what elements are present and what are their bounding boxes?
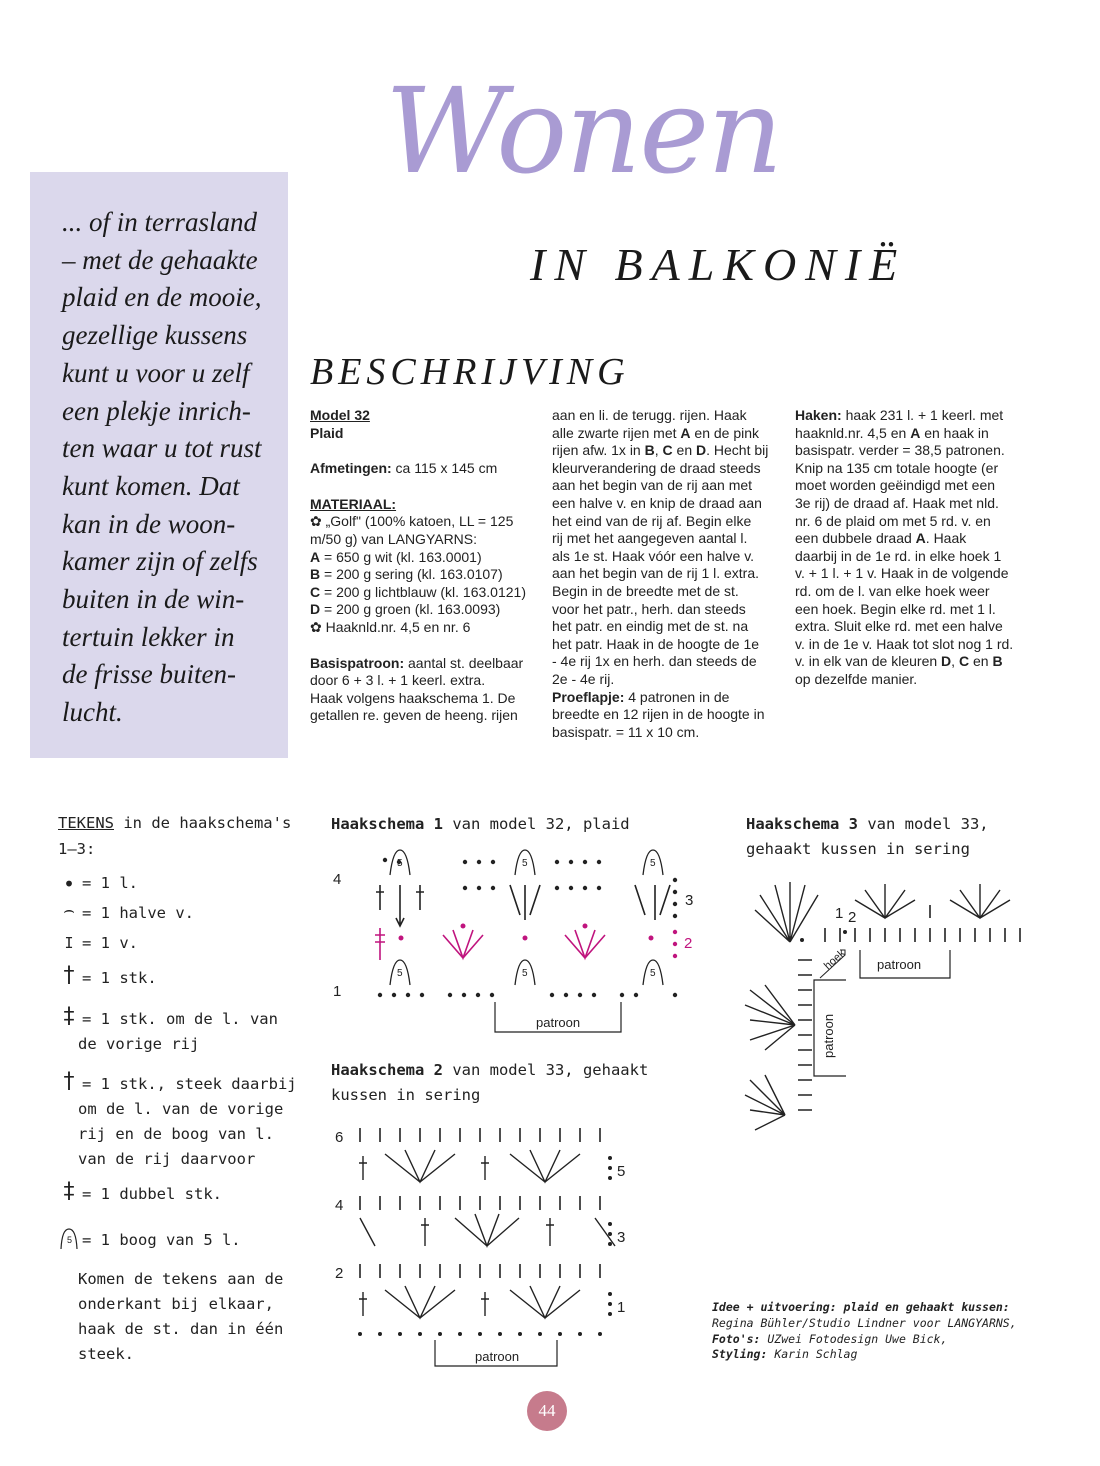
- dimensions-label: Afmetingen:: [310, 460, 392, 477]
- legend-note: Komen de tekens aan de: [78, 1270, 284, 1288]
- quote-line: buiten in de win-: [62, 584, 245, 615]
- row-label: 1: [835, 905, 844, 922]
- quote-line: kunt komen. Dat: [62, 470, 240, 501]
- col2-line: 2e - 4e rij.: [552, 670, 615, 687]
- basis-line: Haak volgens haakschema 1. De: [310, 689, 516, 706]
- pattern-label: patroon: [475, 1349, 520, 1364]
- color-key: A: [310, 548, 321, 565]
- fan-stitches: [359, 1150, 615, 1318]
- col3-line: extra. Sluit elke rd. met een halve: [795, 618, 1003, 635]
- single-crochet-symbol-icon: I: [64, 934, 74, 952]
- svg-text:5: 5: [522, 968, 528, 979]
- pattern-label: patroon: [536, 1015, 581, 1030]
- quote-line: kamer zijn of zelfs: [62, 546, 258, 577]
- color-text: = 200 g groen (kl. 163.0093): [320, 601, 501, 618]
- schema-1-title: Haakschema 1 van model 32, plaid: [331, 815, 630, 833]
- crochet-chart-3: [740, 870, 1040, 1160]
- schema-2-title: Haakschema 2 van model 33, gehaakt kussen in sering: [331, 1061, 649, 1104]
- row-label: 1: [333, 983, 342, 1000]
- col2-line: aan het begin van de rij 1 l. extra.: [552, 565, 760, 582]
- col3-line: daarbij in de 1e rd. in elke hoek 1: [795, 547, 1002, 564]
- credits-line: Regina Bühler/Studio Lindner voor LANGYARNS,: [712, 1315, 1017, 1330]
- col3-line: een dubbele draad A. Haak: [795, 530, 967, 547]
- col2-line: rij met het aangegeven aantal l.: [552, 530, 748, 547]
- quote-line: de frisse buiten-: [62, 659, 236, 690]
- pattern-label: patroon: [821, 1013, 836, 1058]
- color-text: = 200 g lichtblauw (kl. 163.0121): [320, 583, 526, 600]
- legend-note: haak de st. dan in één: [78, 1320, 284, 1338]
- col2-line: rijen afw. 1x in B, C en D. Hecht bij: [552, 442, 769, 459]
- color-key: D: [310, 601, 321, 618]
- col2-line: aan het begin van de rij aan met: [552, 477, 753, 494]
- col3-line: moet worden geëindigd met een: [795, 477, 996, 494]
- col3-line: nr. 6 de plaid om met 5 rd. v. en: [795, 512, 991, 529]
- crochet-chart-1: [325, 840, 705, 1040]
- svg-text:5: 5: [650, 968, 656, 979]
- col2-line: een halve v. en knip de draad aan: [552, 494, 762, 511]
- stitches-row-2: [375, 928, 605, 960]
- quote-line: kan in de woon-: [62, 508, 236, 539]
- col2-line: het patr. Haak in de hoogte de 1e: [552, 635, 760, 652]
- svg-text:5: 5: [67, 1235, 73, 1245]
- corner-label: hoek: [821, 947, 848, 973]
- col3-line: een hoek. Begin elke rd. met 1 l.: [795, 600, 996, 617]
- stitches-row-4: [376, 885, 670, 926]
- quote-line: een plekje inrich-: [62, 395, 251, 426]
- color-text: = 650 g wit (kl. 163.0001): [320, 548, 482, 565]
- quote-line: ten waar u tot rust: [62, 433, 262, 464]
- chain-dots-top: [383, 858, 677, 918]
- section-title: BESCHRIJVING: [310, 351, 630, 393]
- proef-line: breedte en 12 rijen in de hoogte in: [552, 706, 765, 723]
- proef-label: Proeflapje:: [552, 688, 625, 705]
- col2-line: Begin in de breedte met de st.: [552, 582, 739, 599]
- quote-text: [62, 204, 282, 732]
- row-label: 2: [848, 909, 857, 926]
- quote-line: plaid en de mooie,: [62, 282, 262, 313]
- proef-line: 4 patronen in de: [624, 688, 730, 705]
- svg-text:5: 5: [522, 858, 528, 869]
- col2-line: alle zwarte rijen met A en de pink: [552, 424, 760, 441]
- chain-symbol-icon: •: [62, 872, 76, 896]
- row-label: 2: [335, 1265, 344, 1282]
- col2-line: het patr. en eindig met de st. na: [552, 618, 749, 635]
- page-subtitle: IN BALKONIË: [530, 239, 907, 290]
- col3-line: Knip na 135 cm totale hoogte (er: [795, 459, 999, 476]
- chain-dots-bottom: [378, 993, 677, 997]
- slip-stitch-symbol-icon: ⌢: [63, 900, 75, 921]
- pattern-label: patroon: [877, 957, 922, 972]
- pink-dots: [399, 924, 678, 959]
- description-column-3: [795, 407, 1025, 689]
- double-crochet-symbol-icon: †: [62, 963, 76, 988]
- page-script-title: Wonen: [385, 62, 782, 200]
- row-label: 4: [333, 871, 342, 888]
- quote-line: kunt u voor u zelf: [62, 357, 250, 388]
- col2-line: aan en li. de terugg. rijen. Haak: [552, 407, 747, 423]
- treble-crochet-symbol-icon: ‡: [62, 1179, 76, 1204]
- col3-line: haaknld.nr. 4,5 en A en haak in: [795, 424, 989, 441]
- material-line: m/50 g) van LANGYARNS:: [310, 530, 478, 547]
- col3-line: op dezelfde manier.: [795, 670, 918, 687]
- color-key: B: [310, 566, 321, 583]
- row-label: 1: [617, 1299, 626, 1316]
- legend-note: steek.: [78, 1345, 134, 1363]
- model-label: Model 32: [310, 407, 370, 423]
- quote-line: lucht.: [62, 697, 123, 728]
- legend-note: onderkant bij elkaar,: [78, 1295, 274, 1313]
- svg-text:5: 5: [397, 968, 403, 979]
- row-label: 3: [617, 1229, 626, 1246]
- description-column-1: [310, 407, 540, 725]
- crochet-chart-2: [325, 1118, 645, 1370]
- single-crochet-row: [798, 905, 1020, 1110]
- col2-line: - 4e rij 1x en herh. dan steeds de: [552, 653, 757, 670]
- col2-line: als 1e st. Haak vóór een halve v.: [552, 547, 755, 564]
- legend-title-underlined: TEKENS: [58, 814, 114, 832]
- credits: Idee + uitvoering: plaid en gehaakt kussen: Regina Bühler/Studio Lindner voor LANGYARNS, Foto's: UZwei Fotodesign Uwe Bick, Styling: Karin Schlag: [712, 1300, 1017, 1362]
- svg-text:5: 5: [397, 858, 403, 869]
- legend-title: in de haakschema's: [114, 814, 292, 832]
- col2-line: het eind van de rij af. Begin elke: [552, 512, 752, 529]
- col2-line: voor het patr., herh. dan steeds: [552, 600, 746, 617]
- credits-line: Idee + uitvoering: plaid en gehaakt kussen:: [712, 1300, 1010, 1314]
- schema-3-title: Haakschema 3 van model 33, gehaakt kussen in sering: [746, 815, 989, 858]
- quote-line: ... of in terrasland: [62, 207, 258, 237]
- basis-line: door 6 + 3 l. + 1 keerl. extra.: [310, 672, 486, 689]
- proef-line: basispatr. = 11 x 10 cm.: [552, 723, 700, 740]
- row-label: 2: [684, 935, 693, 952]
- col3-line: basispatr. verder = 38,5 patronen.: [795, 442, 1005, 459]
- dimensions-value: ca 115 x 145 cm: [391, 460, 498, 477]
- quote-line: – met de gehaakte: [62, 244, 258, 275]
- basis-line: aantal st. deelbaar: [404, 654, 524, 671]
- basis-line: getallen re. geven de heeng. rijen: [310, 707, 518, 724]
- svg-text:5: 5: [650, 858, 656, 869]
- color-key: C: [310, 583, 321, 600]
- quote-line: tertuin lekker in: [62, 621, 235, 652]
- col2-line: kleurverandering de draad steeds: [552, 459, 761, 476]
- col3-line: haak 231 l. + 1 keerl. met: [841, 407, 1004, 423]
- hook-line: ✿ Haaknld.nr. 4,5 en nr. 6: [310, 618, 471, 635]
- color-text: = 200 g sering (kl. 163.0107): [320, 566, 503, 583]
- corner-fans: [745, 882, 1010, 1130]
- basis-label: Basispatroon:: [310, 654, 405, 671]
- material-label: MATERIAAL:: [310, 495, 397, 512]
- row-label: 6: [335, 1129, 344, 1146]
- double-crochet-around-chain-symbol-icon: ‡: [62, 1004, 76, 1029]
- col3-line: v. in de 1e v. Haak tot slot nog 1 rd.: [795, 635, 1014, 652]
- quote-line: gezellige kussens: [62, 320, 248, 351]
- item-label: Plaid: [310, 424, 344, 441]
- row-label: 3: [685, 892, 694, 909]
- description-column-2: [552, 407, 780, 741]
- col3-line: v. in elk van de kleuren D, C en B: [795, 653, 1003, 670]
- col3-line: v. + 1 l. + 1 v. Haak in de volgende: [795, 565, 1009, 582]
- double-crochet-arch-symbol-icon: †: [62, 1069, 76, 1094]
- haken-label: Haken:: [795, 407, 842, 423]
- row-label: 4: [335, 1197, 344, 1214]
- col3-line: rd. om de l. van elke hoek weer: [795, 582, 990, 599]
- legend-title-line2: 1–3:: [58, 840, 96, 858]
- col3-line: 3e rij) de draad af. Haak met nld.: [795, 494, 999, 511]
- page-number-badge: 44: [527, 1391, 567, 1431]
- single-crochet-rows: [360, 1128, 600, 1278]
- chain-arch-symbol-icon: [58, 1227, 80, 1251]
- material-line: ✿ „Golf" (100% katoen, LL = 125: [310, 513, 514, 530]
- row-label: 5: [617, 1163, 626, 1180]
